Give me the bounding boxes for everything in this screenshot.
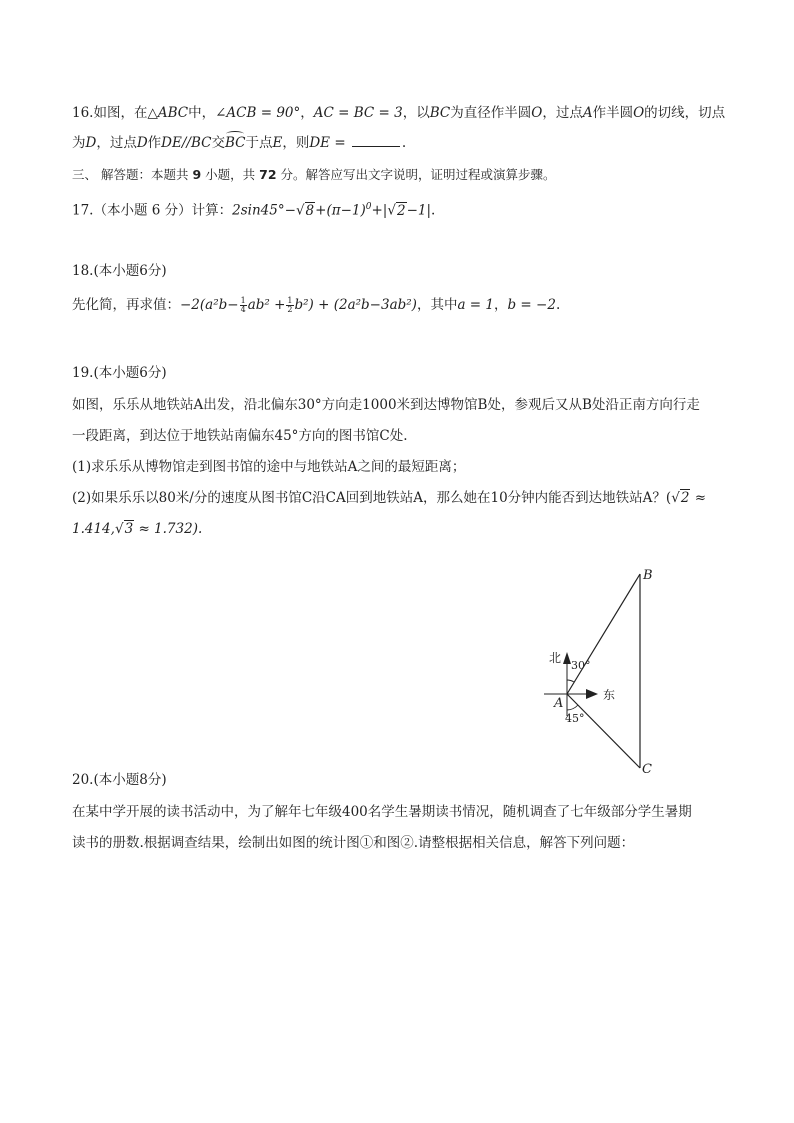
count: 9 bbox=[192, 167, 202, 182]
math: 8 bbox=[305, 202, 315, 219]
sqrt-symbol: √ bbox=[114, 521, 124, 537]
answer-blank[interactable] bbox=[352, 134, 400, 147]
q20-label bbox=[72, 771, 732, 789]
text: 的切线，切点 bbox=[644, 105, 726, 121]
text: . bbox=[431, 202, 436, 219]
denominator: 2 bbox=[287, 305, 293, 314]
math: b²) + (2a²b−3ab²) bbox=[294, 297, 417, 313]
denominator: 4 bbox=[240, 305, 246, 314]
text: 三、 解答题：本题共 bbox=[72, 167, 189, 182]
text: 为直径作半圆 bbox=[450, 105, 532, 121]
q16-line-1 bbox=[72, 104, 732, 122]
arc-bc: BC bbox=[224, 135, 246, 151]
math: DE = bbox=[309, 135, 346, 151]
question-label: 20.(本小题8分) bbox=[72, 772, 167, 788]
label-a: A bbox=[554, 696, 564, 711]
question-label: 17.（本小题 6 分）计算： bbox=[72, 202, 233, 219]
math: ≈ bbox=[690, 490, 707, 506]
math: 2 bbox=[396, 202, 406, 219]
math: ∠ACB = 90° bbox=[215, 105, 301, 121]
east-arrow-icon bbox=[586, 689, 598, 699]
text: ，以 bbox=[402, 105, 430, 121]
label-angle-45: 45° bbox=[565, 712, 585, 725]
sqrt-symbol: √ bbox=[671, 490, 680, 506]
text: 作 bbox=[147, 135, 162, 151]
q19-sub-2-cont bbox=[72, 520, 732, 538]
text: 小题，共 bbox=[205, 167, 256, 182]
label-c: C bbox=[642, 762, 652, 777]
question-label: 18.(本小题6分) bbox=[72, 263, 167, 279]
fraction bbox=[240, 297, 247, 314]
text: 一段距离，到达位于地铁站南偏东45°方向的图书馆C处. bbox=[72, 428, 408, 444]
math: ab² + bbox=[247, 297, 286, 313]
text: ， bbox=[300, 105, 314, 121]
math: 1.414, bbox=[72, 521, 115, 537]
math: 2 bbox=[680, 490, 690, 506]
q18-body bbox=[72, 296, 732, 314]
question-number: 16. bbox=[72, 105, 94, 121]
text: 为 bbox=[72, 135, 86, 151]
numerator: 1 bbox=[287, 296, 293, 305]
math: 2sin45°− bbox=[232, 202, 296, 219]
q19-paragraph-1 bbox=[72, 396, 732, 414]
math: △ABC bbox=[147, 105, 189, 121]
north-arrow-icon bbox=[563, 652, 571, 664]
text: ， bbox=[494, 297, 508, 313]
text: 如图，在 bbox=[93, 105, 148, 121]
text: 先化简，再求值： bbox=[72, 297, 180, 313]
text: ，过点 bbox=[542, 105, 583, 121]
text: 分。解答应写出文字说明，证明过程或演算步骤。 bbox=[280, 167, 556, 182]
label-b: B bbox=[643, 568, 653, 583]
text: ，过点 bbox=[96, 135, 137, 151]
text: 作半圆 bbox=[592, 105, 634, 121]
math: E bbox=[272, 135, 283, 151]
q17 bbox=[72, 198, 732, 220]
math: A bbox=[582, 105, 593, 121]
math: −1| bbox=[406, 202, 432, 219]
text: 读书的册数.根据调查结果，绘制出如图的统计图①和图②.请整根据相关信息，解答下列问题： bbox=[72, 835, 635, 851]
q16-line-2 bbox=[72, 134, 732, 152]
q19-sub-1 bbox=[72, 458, 732, 476]
text: (2)如果乐乐以80米/分的速度从图书馆C沿CA回到地铁站A，那么她在10分钟内能否到达地铁站A？( bbox=[72, 490, 672, 506]
q20-paragraph-1 bbox=[72, 803, 732, 821]
text: ，其中 bbox=[416, 297, 458, 313]
math: // bbox=[181, 135, 191, 151]
q19-sub-2 bbox=[72, 489, 732, 507]
label-angle-30: 30° bbox=[571, 659, 591, 672]
numerator: 1 bbox=[240, 296, 246, 305]
sqrt-symbol: √ bbox=[387, 202, 396, 219]
math: ≈ 1.732). bbox=[134, 521, 203, 537]
text: . bbox=[401, 135, 407, 151]
text: 于点 bbox=[245, 135, 273, 151]
angle-45-arc bbox=[567, 705, 578, 710]
segment-ab bbox=[567, 574, 640, 694]
sqrt-symbol: √ bbox=[295, 202, 305, 219]
label-north: 北 bbox=[549, 651, 562, 665]
section-3-heading bbox=[72, 166, 732, 184]
text: . bbox=[555, 297, 561, 313]
exponent: 0 bbox=[365, 202, 372, 212]
q20-paragraph-2 bbox=[72, 834, 732, 852]
angle-30-arc bbox=[567, 680, 574, 682]
math: 3 bbox=[124, 521, 134, 537]
text: 交 bbox=[211, 135, 225, 151]
text: (1)求乐乐从博物馆走到图书馆的途中与地铁站A之间的最短距离； bbox=[72, 459, 466, 475]
points: 72 bbox=[259, 167, 277, 182]
text: ，则 bbox=[282, 135, 310, 151]
math: O bbox=[633, 105, 645, 121]
direction-diagram bbox=[530, 562, 670, 777]
label-east: 东 bbox=[603, 688, 616, 702]
math: DE bbox=[161, 135, 182, 151]
math: BC bbox=[429, 105, 451, 121]
text: 如图，乐乐从地铁站A出发，沿北偏东30°方向走1000米到达博物馆B处，参观后又从B处沿正南方向行走 bbox=[72, 397, 700, 413]
math: +| bbox=[371, 202, 388, 219]
math: O bbox=[531, 105, 543, 121]
math: D bbox=[85, 135, 97, 151]
math: +(π−1) bbox=[315, 202, 366, 219]
fraction bbox=[286, 297, 293, 314]
text: 在某中学开展的读书活动中，为了解年七年级400名学生暑期读书情况，随机调查了七年级部分学生暑期 bbox=[72, 804, 692, 820]
q19-paragraph-2 bbox=[72, 427, 732, 445]
q18-label bbox=[72, 262, 732, 280]
text: 中， bbox=[188, 105, 216, 121]
math: AC = BC = 3 bbox=[313, 105, 403, 121]
math: D bbox=[136, 135, 148, 151]
q19-label bbox=[72, 364, 732, 382]
math: b = −2 bbox=[507, 297, 556, 313]
math: −2(a²b− bbox=[180, 297, 239, 313]
question-label: 19.(本小题6分) bbox=[72, 365, 167, 381]
math: BC bbox=[190, 135, 212, 151]
math: a = 1 bbox=[457, 297, 494, 313]
